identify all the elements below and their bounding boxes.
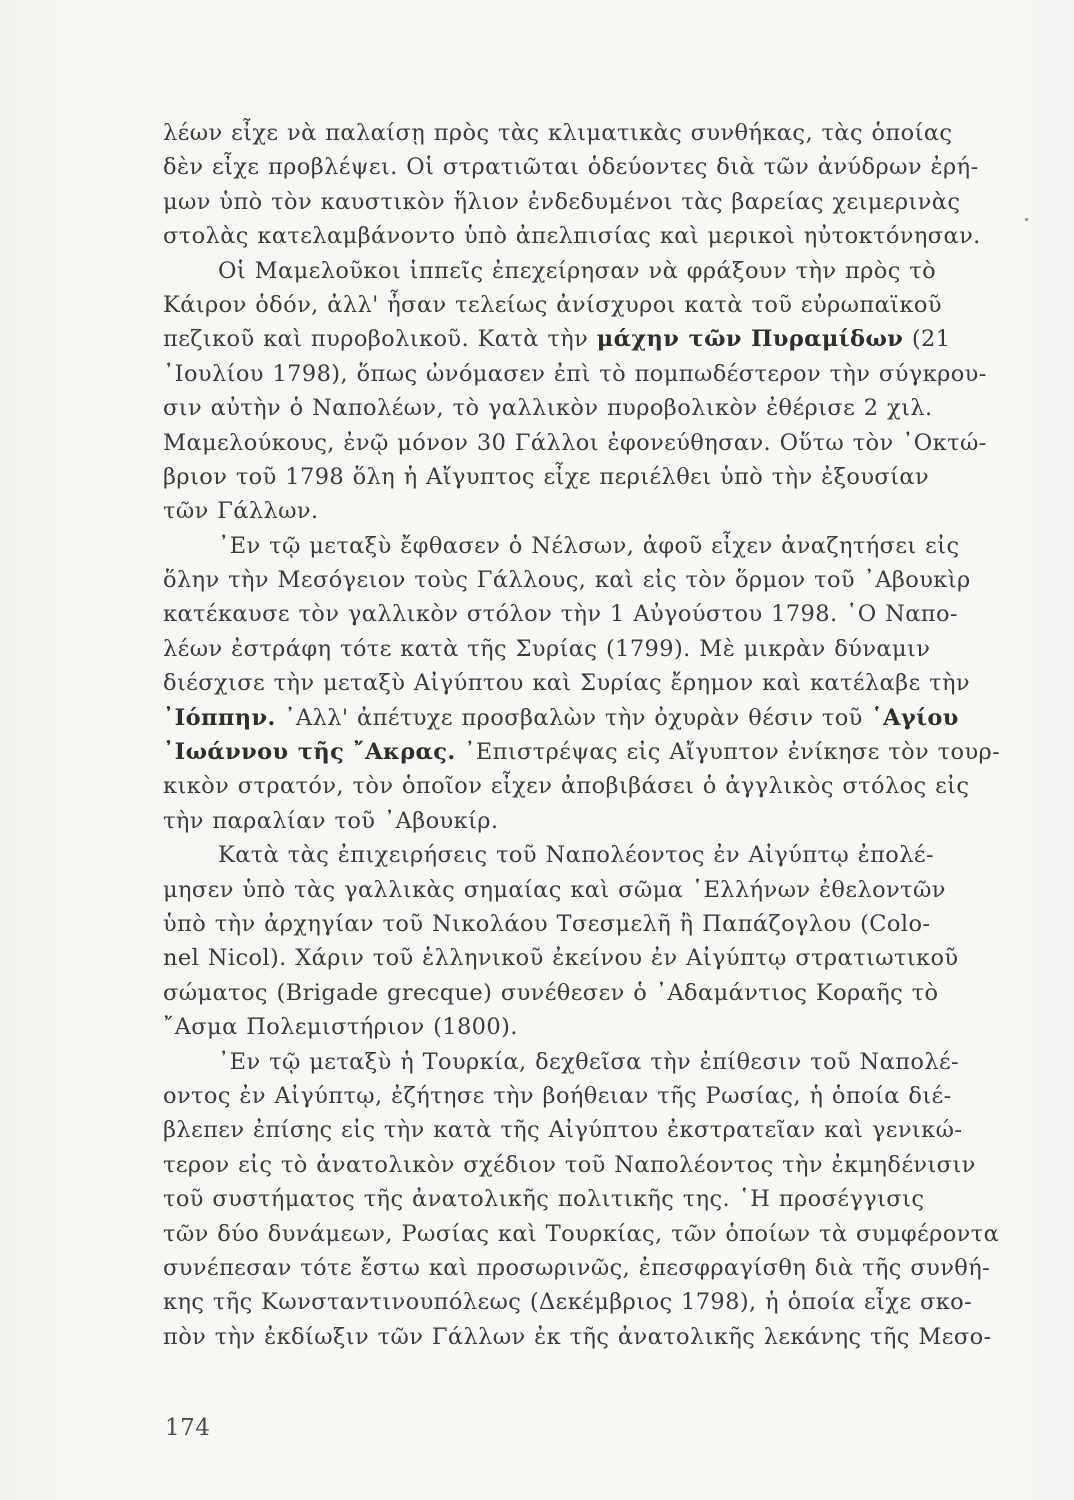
body-text [163,116,1001,1354]
text-line: τὴν παραλίαν τοῦ ᾿Αβουκίρ. [163,807,499,834]
bold-term-battle: μάχην τῶν Πυραμίδων [596,326,904,353]
text-line: μων ὑπὸ τὸν καυστικὸν ἥλιον ἐνδεδυμένοι τὰς βαρείας χειμερινὰς [163,188,961,215]
text-line: τοῦ συστήματος τῆς ἀνατολικῆς πολιτικῆς της. ῾Η προσέγγισις [163,1186,925,1213]
text-span: ᾿Αλλ' ἀπέτυχε προσβαλὼν τὴν ὀχυρὰν θέσιν τοῦ [275,704,872,731]
text-line: μησεν ὑπὸ τὰς γαλλικὰς σημαίας καὶ σῶμα ῾Ελλήνων ἐθελοντῶν [163,876,946,903]
text-line: σώματος (Brigade grecque) συνέθεσεν ὁ ᾿Αδαμάντιος Κοραῆς τὸ [163,979,939,1006]
text-line: nel Nicol). Χάριν τοῦ ἑλληνικοῦ ἐκείνου ἐν Αἰγύπτῳ στρατιωτικοῦ [163,945,959,972]
text-line: Μαμελούκους, ἐνῷ μόνον 30 Γάλλοι ἐφονεύθησαν. Οὕτω τὸν ᾿Οκτώ- [163,429,987,456]
text-line: τῶν δύο δυνάμεων, Ρωσίας καὶ Τουρκίας, τῶν ὁποίων τὰ συμφέροντα [163,1220,1000,1247]
text-line: λέων ἐστράφη τότε κατὰ τῆς Συρίας (1799). Μὲ μικρὰν δύναμιν [163,635,931,662]
text-line: διέσχισε τὴν μεταξὺ Αἰγύπτου καὶ Συρίας ἔρημον καὶ κατέλαβε τὴν [163,670,970,697]
text-line: στολὰς κατελαμβάνοντο ὑπὸ ἀπελπισίας καὶ μερικοὶ ηὐτοκτόνησαν. [163,223,981,250]
text-line: βλεπεν ἐπίσης εἰς τὴν κατὰ τῆς Αἰγύπτου ἐκστρατεῖαν καὶ γενικώ- [163,1117,963,1144]
text-line: Κάιρον ὁδόν, ἀλλ' ἦσαν τελείως ἀνίσχυροι κατὰ τοῦ εὐρωπαϊκοῦ [163,291,942,318]
text-line: ᾿Εν τῷ μεταξὺ ἔφθασεν ὁ Νέλσων, ἀφοῦ εἶχεν ἀναζητήσει εἰς [218,532,960,559]
text-span: (21 [903,326,951,353]
text-line: ῎Ασμα Πολεμιστήριον (1800). [163,1014,518,1041]
text-line: ὑπὸ τὴν ἀρχηγίαν τοῦ Νικολάου Τσεσμελῆ ἢ Παπάζογλου (Colo- [163,910,931,937]
page-number: 174 [165,1415,211,1441]
text-line: βριον τοῦ 1798 ὅλη ἡ Αἴγυπτος εἶχε περιέλθει ὑπὸ τὴν ἐξουσίαν [163,463,930,490]
text-line: πὸν τὴν ἐκδίωξιν τῶν Γάλλων ἐκ τῆς ἀνατολικῆς λεκάνης τῆς Μεσο- [163,1323,992,1350]
paper-speck [1025,218,1028,221]
text-line: οντος ἐν Αἰγύπτῳ, ἐζήτησε τὴν βοήθειαν τῆς Ρωσίας, ἡ ὁποία διέ- [163,1082,952,1109]
text-line: κατέκαυσε τὸν γαλλικὸν στόλον τὴν 1 Αὐγούστου 1798. ῾Ο Ναπο- [163,601,958,628]
text-line: τερον εἰς τὸ ἀνατολικὸν σχέδιον τοῦ Ναπολέοντος τὴν ἐκμηδένισιν [163,1151,976,1178]
text-line: τῶν Γάλλων. [163,498,319,525]
text-line: λέων εἶχε νὰ παλαίσῃ πρὸς τὰς κλιματικὰς συνθήκας, τὰς ὁποίας [163,120,953,146]
text-line [163,735,1001,769]
text-line [163,701,993,735]
text-line: συνέπεσαν τότε ἔστω καὶ προσωρινῶς, ἐπεσφραγίσθη διὰ τῆς συνθή- [163,1254,991,1281]
text-line: κης τῆς Κωνσταντινουπόλεως (Δεκέμβριος 1798), ἡ ὁποία εἶχε σκο- [163,1289,973,1316]
text-line: σιν αὐτὴν ὁ Ναπολέων, τὸ γαλλικὸν πυροβολικὸν ἐθέρισε 2 χιλ. [163,395,933,422]
text-line: Οἱ Μαμελοῦκοι ἱππεῖς ἐπεχείρησαν νὰ φράξουν τὴν πρὸς τὸ [218,257,937,284]
text-span: ᾿Επιστρέψας εἰς Αἴγυπτον ἐνίκησε τὸν τουρ- [455,739,1001,766]
bold-term-joppa: ᾿Ιόππην. [163,704,276,731]
bold-term-acre: ᾿Ιωάννου τῆς ῎Ακρας. [163,739,456,766]
text-line: ὅλην τὴν Μεσόγειον τοὺς Γάλλους, καὶ εἰς τὸν ὅρμον τοῦ ᾿Αβουκὶρ [163,567,971,594]
text-line: ᾿Εν τῷ μεταξὺ ἡ Τουρκία, δεχθεῖσα τὴν ἐπίθεσιν τοῦ Ναπολέ- [218,1048,960,1075]
text-line: δὲν εἶχε προβλέψει. Οἱ στρατιῶται ὁδεύοντες διὰ τῶν ἀνύδρων ἐρή- [163,154,979,181]
text-line: ᾿Ιουλίου 1798), ὅπως ὠνόμασεν ἐπὶ τὸ πομπωδέστερον τὴν σύγκρου- [163,360,987,387]
bold-term-saint: ῾Αγίου [871,704,959,731]
text-line [163,322,993,356]
text-line: Κατὰ τὰς ἐπιχειρήσεις τοῦ Ναπολέοντος ἐν Αἰγύπτῳ ἐπολέ- [218,842,934,869]
text-line: κικὸν στρατόν, τὸν ὁποῖον εἶχεν ἀποβιβάσει ὁ ἀγγλικὸς στόλος εἰς [163,773,970,800]
text-span: πεζικοῦ καὶ πυροβολικοῦ. Κατὰ τὴν [163,326,597,353]
